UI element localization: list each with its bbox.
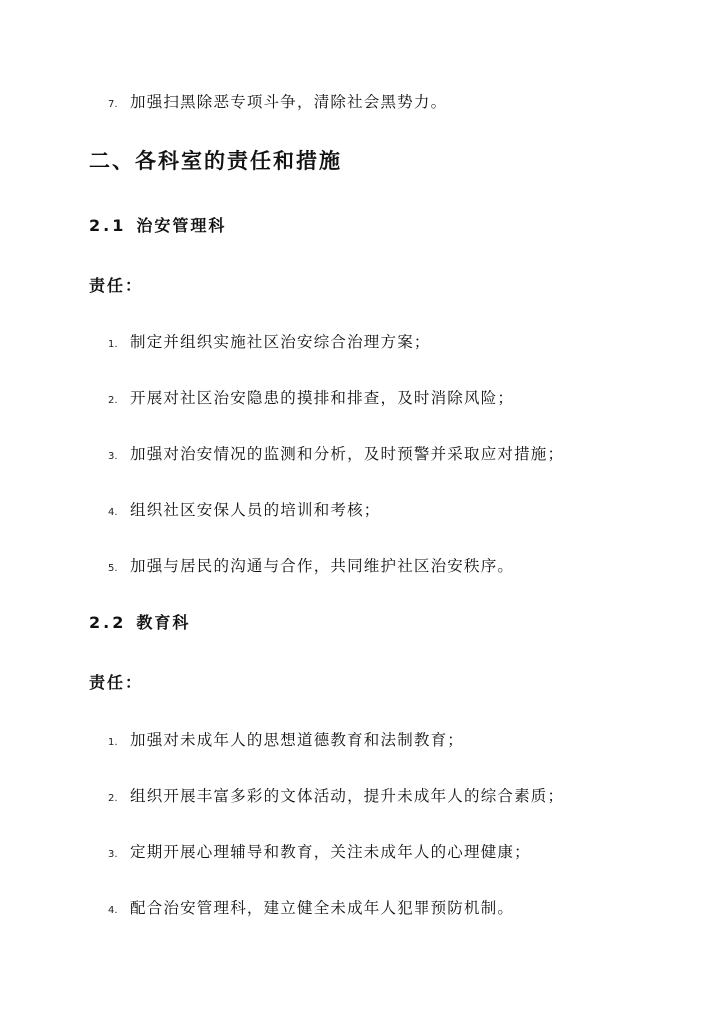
list-item: [108, 554, 514, 576]
list-item-number: 2.: [108, 793, 118, 804]
list-item-number: 2.: [108, 395, 118, 406]
subsection-number: 2.2: [89, 613, 127, 632]
subsection-number: 2.1: [89, 216, 127, 235]
list-item: [108, 90, 447, 112]
list-item-number: 3.: [108, 451, 118, 462]
list-item: [108, 498, 381, 520]
list-item-text: 开展对社区治安隐患的摸排和排查，及时消除风险；: [130, 389, 515, 407]
list-item: [108, 330, 431, 352]
list-item-text: 加强对未成年人的思想道德教育和法制教育；: [130, 731, 465, 749]
subsection-title: 教育科: [136, 613, 191, 632]
list-item: [108, 896, 514, 918]
list-item-text: 加强扫黑除恶专项斗争，清除社会黑势力。: [130, 93, 448, 111]
list-item: [108, 386, 514, 408]
list-item-text: 加强对治安情况的监测和分析，及时预警并采取应对措施；: [130, 445, 565, 463]
list-item: [108, 442, 564, 464]
subsection-heading-2-1: [89, 213, 226, 236]
list-item-text: 组织开展丰富多彩的文体活动，提升未成年人的综合素质；: [130, 787, 565, 805]
list-item-text: 加强与居民的沟通与合作，共同维护社区治安秩序。: [130, 557, 515, 575]
list-item-number: 4.: [108, 905, 118, 916]
list-item: [108, 840, 531, 862]
list-item-text: 制定并组织实施社区治安综合治理方案；: [130, 333, 431, 351]
subsection-heading-2-2: [89, 610, 190, 633]
subsection-title: 治安管理科: [136, 216, 227, 235]
list-item-number: 1.: [108, 737, 118, 748]
list-item-number: 1.: [108, 339, 118, 350]
list-item-text: 组织社区安保人员的培训和考核；: [130, 501, 381, 519]
list-item: [108, 728, 464, 750]
list-item-number: 3.: [108, 849, 118, 860]
list-item-text: 定期开展心理辅导和教育，关注未成年人的心理健康；: [130, 843, 531, 861]
section-heading: 二、各科室的责任和措施: [89, 149, 342, 173]
list-item: [108, 784, 564, 806]
responsibility-label: 责任：: [89, 276, 144, 295]
list-item-number: 5.: [108, 563, 118, 574]
list-item-number: 7.: [108, 99, 118, 110]
responsibility-label: 责任：: [89, 673, 144, 692]
list-item-text: 配合治安管理科，建立健全未成年人犯罪预防机制。: [130, 899, 515, 917]
list-item-number: 4.: [108, 507, 118, 518]
